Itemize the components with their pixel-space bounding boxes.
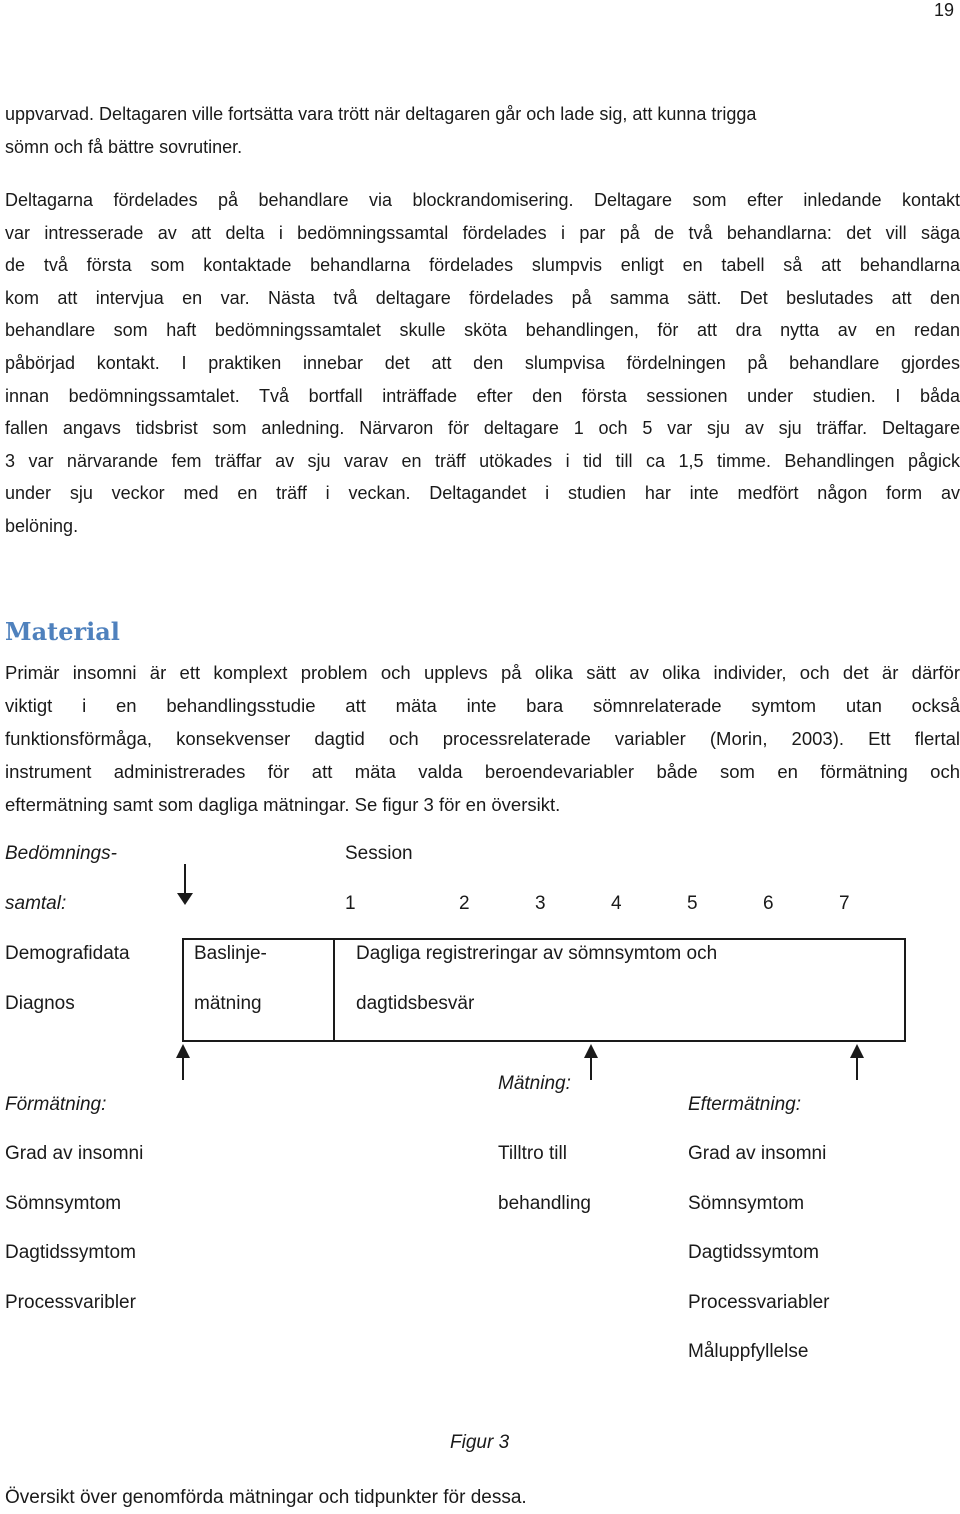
paragraph-line: sömn och få bättre sovrutiner. — [5, 137, 243, 157]
session-number: 2 — [459, 893, 470, 914]
formatning-title: Förmätning: — [5, 1094, 107, 1115]
session-number: 7 — [839, 893, 850, 914]
samtal-label: samtal: — [5, 893, 67, 914]
formatning-item: Grad av insomni — [5, 1143, 144, 1164]
paragraph-line: var intresserade av att delta i bedömningssamtal fördelades i par på de två behandlarna: det vill säga — [5, 222, 960, 243]
session-number: 4 — [611, 893, 622, 914]
figure-caption-text: Översikt över genomförda mätningar och tidpunkter för dessa. — [5, 1487, 527, 1508]
figure-caption-label: Figur 3 — [450, 1432, 510, 1453]
diagnos-label: Diagnos — [5, 993, 75, 1014]
paragraph-line: kom att intervjua en var. Nästa två deltagare fördelades på samma sätt. Det beslutades att den — [5, 287, 960, 308]
eftermatning-item: Dagtidssymtom — [688, 1242, 819, 1263]
paragraph-line: Primär insomni är ett komplext problem och upplevs på olika sätt av olika individer, och det är därför — [5, 662, 960, 683]
paragraph-line: de två första som kontaktade behandlarna fördelades slumpvis enligt en tabell så att behandlarna — [5, 255, 960, 276]
session-number: 5 — [687, 893, 698, 914]
eftermatning-item: Sömnsymtom — [688, 1193, 805, 1214]
paragraph-line: behandlare som haft bedömningssamtalet skulle sköta behandlingen, för att dra nytta av en redan — [5, 320, 960, 341]
paragraph-line: uppvarvad. Deltagaren ville fortsätta vara trött när deltagaren går och lade sig, att kunna trigga — [5, 104, 757, 124]
paragraph-line: fallen angavs tidsbrist som anledning. Närvaron för deltagare 1 och 5 var sju av sju träffar. Deltagare — [5, 418, 960, 439]
paragraph-line: instrument administrerades för att mäta valda beroendevariabler både som en förmätning och — [5, 761, 960, 782]
session-number: 6 — [763, 893, 774, 914]
eftermatning-title: Eftermätning: — [688, 1094, 801, 1115]
matning-title: Mätning: — [498, 1073, 571, 1094]
demografidata-label: Demografidata — [5, 943, 130, 964]
eftermatning-item: Grad av insomni — [688, 1143, 827, 1164]
page-number: 19 — [933, 0, 954, 20]
matning-item: behandling — [498, 1193, 591, 1214]
paragraph-line: viktigt i en behandlingsstudie att mäta inte bara sömnrelaterade symtom utan också — [5, 695, 960, 716]
arrow-down-icon — [177, 864, 193, 905]
paragraph-line: funktionsförmåga, konsekvenser dagtid och processrelaterade variabler (Morin, 2003). Ett flertal — [5, 728, 960, 749]
arrow-up-icon — [850, 1044, 864, 1080]
section-heading: Material — [5, 617, 120, 646]
paragraph-line: eftermätning samt som dagliga mätningar. Se figur 3 för en översikt. — [5, 794, 561, 815]
session-number: 3 — [535, 893, 546, 914]
session-number: 1 — [345, 893, 356, 914]
baslinje-label: mätning — [194, 993, 262, 1014]
formatning-item: Dagtidssymtom — [5, 1242, 136, 1263]
paragraph-line: innan bedömningssamtalet. Två bortfall inträffade efter den första sessionen under studien. I båda — [5, 385, 960, 406]
arrow-up-icon — [584, 1044, 598, 1080]
dagliga-label: dagtidsbesvär — [356, 993, 475, 1014]
formatning-item: Sömnsymtom — [5, 1193, 122, 1214]
paragraph-line: påbörjad kontakt. I praktiken innebar det att den slumpvisa fördelningen på behandlare gjordes — [5, 352, 960, 373]
formatning-item: Processvaribler — [5, 1292, 136, 1313]
arrow-up-icon — [176, 1044, 190, 1080]
paragraph-line: under sju veckor med en träff i veckan. Deltagandet i studien har inte medfört någon form av — [5, 483, 960, 504]
baslinje-label: Baslinje- — [194, 943, 267, 964]
matning-item: Tilltro till — [498, 1143, 567, 1164]
paragraph-line: Deltagarna fördelades på behandlare via blockrandomisering. Deltagare som efter inledande kontakt — [5, 190, 960, 210]
eftermatning-item: Måluppfyllelse — [688, 1341, 809, 1362]
eftermatning-item: Processvariabler — [688, 1292, 830, 1313]
paragraph-line: belöning. — [5, 515, 79, 536]
paragraph-line: 3 var närvarande fem träffar av sju varav en träff utökades i tid till ca 1,5 timme. Behandlingen pågick — [5, 450, 960, 471]
bedomnings-label: Bedömnings- — [5, 843, 117, 864]
dagliga-label: Dagliga registreringar av sömnsymtom och — [356, 943, 718, 964]
session-label: Session — [345, 843, 413, 864]
